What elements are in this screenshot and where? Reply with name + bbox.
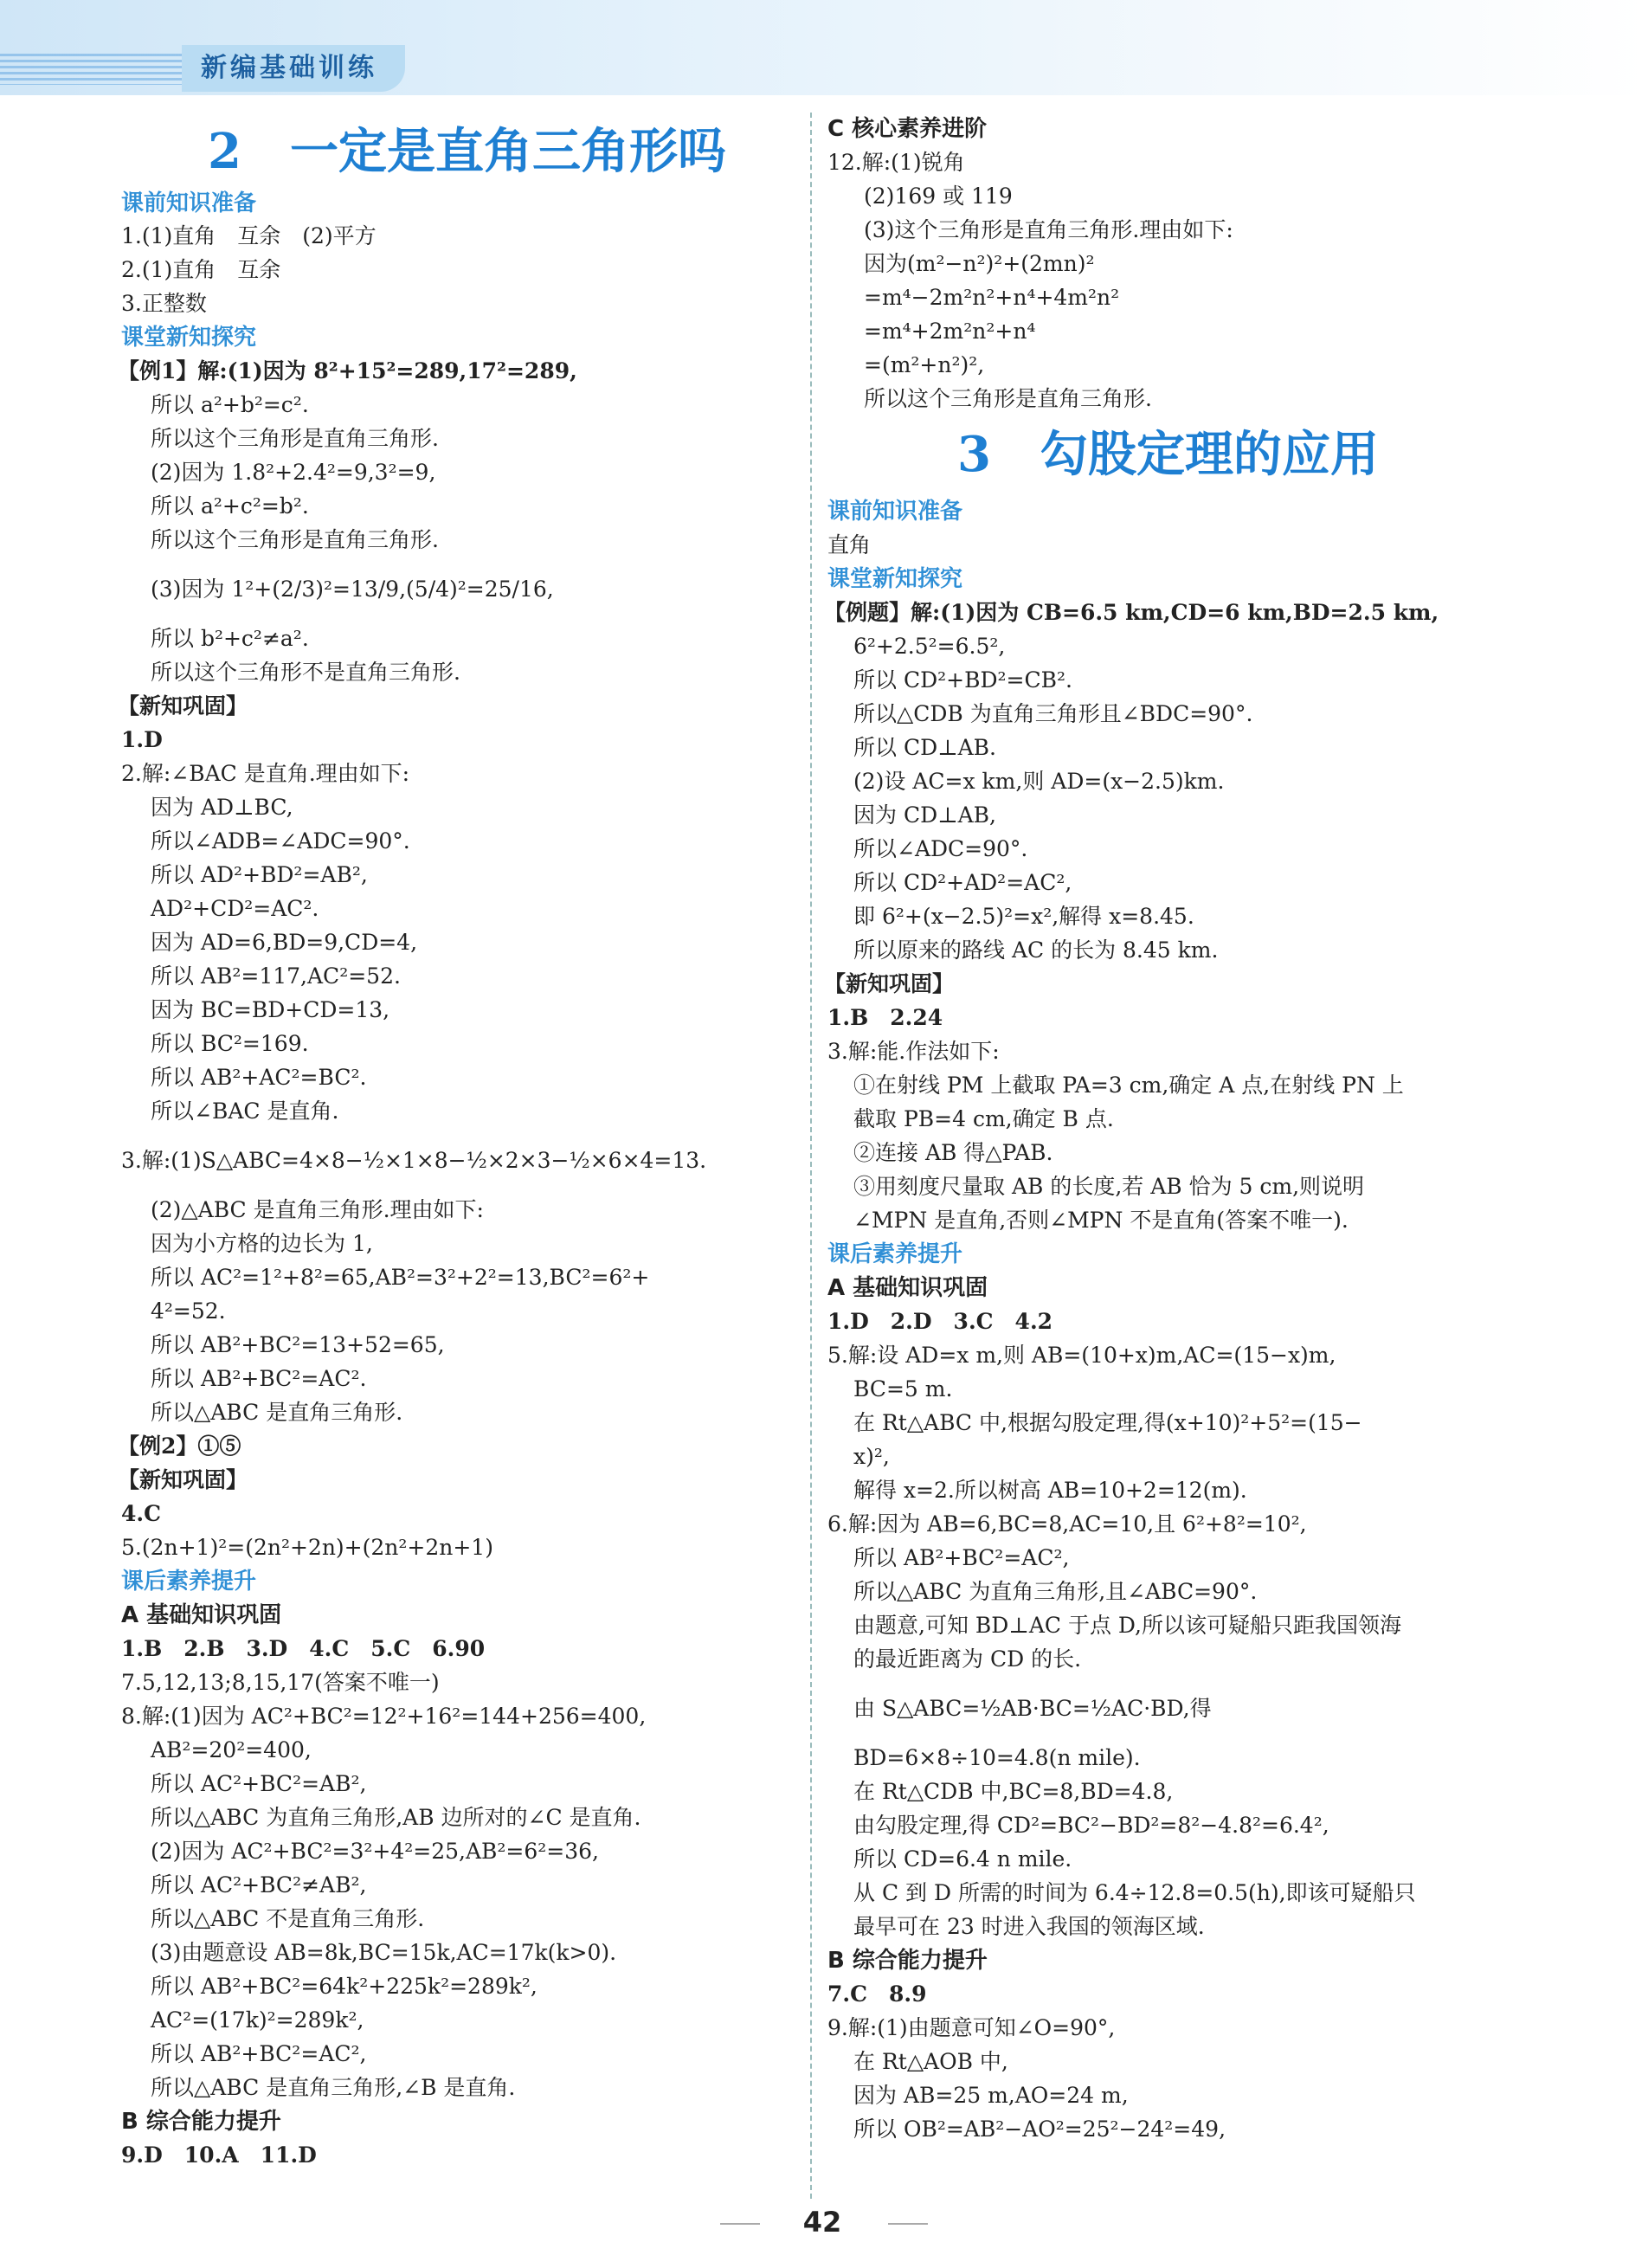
section-heading: 课堂新知探究 xyxy=(827,566,963,592)
answer-line: 解得 x=2.所以树高 AB=10+2=12(m). xyxy=(853,1478,1247,1503)
answer-line: 所以 AC²=1²+8²=65,AB²=3²+2²=13,BC²=6²+ xyxy=(151,1265,650,1290)
answer-line: 由勾股定理,得 CD²=BC²−BD²=8²−4.8²=6.4², xyxy=(853,1813,1329,1838)
answer-line: (3)因为 1²+(2/3)²=13/9,(5/4)²=25/16, xyxy=(151,577,554,602)
answer-line: 5.解:设 AD=x m,则 AB=(10+x)m,AC=(15−x)m, xyxy=(827,1343,1336,1368)
series-title: 新编基础训练 xyxy=(182,45,405,92)
answer-line: 7.C 8.9 xyxy=(827,1981,927,2007)
answer-line: 【例1】解:(1)因为 8²+15²=289,17²=289, xyxy=(118,358,577,383)
answer-line: 所以 AB²=117,AC²=52. xyxy=(151,963,401,989)
answer-line: 【新知巩固】 xyxy=(118,693,248,718)
answer-line: 所以 CD²+BD²=CB². xyxy=(853,667,1072,693)
answer-line: 所以 OB²=AB²−AO²=25²−24²=49, xyxy=(853,2117,1226,2142)
sub-heading: A 基础知识巩固 xyxy=(827,1275,988,1301)
answer-line: 所以 a²+b²=c². xyxy=(151,392,309,417)
answer-line: 由题意,可知 BD⊥AC 于点 D,所以该可疑船只距我国领海 xyxy=(853,1613,1401,1638)
answer-line: 从 C 到 D 所需的时间为 6.4÷12.8=0.5(h),即该可疑船只 xyxy=(853,1880,1416,1905)
header-stripes xyxy=(0,54,182,85)
answer-line: BC=5 m. xyxy=(853,1376,953,1401)
answer-line: (2)因为 1.8²+2.4²=9,3²=9, xyxy=(151,460,436,485)
section-title: 3 勾股定理的应用 xyxy=(957,426,1379,483)
section-heading: 课前知识准备 xyxy=(827,499,963,525)
answer-line: 2.解:∠BAC 是直角.理由如下: xyxy=(121,761,410,786)
answer-line: 3.解:(1)S△ABC=4×8−½×1×8−½×2×3−½×6×4=13. xyxy=(121,1148,707,1173)
answer-line: 所以 a²+c²=b². xyxy=(151,493,309,519)
section-heading: 课前知识准备 xyxy=(121,190,257,216)
answer-line: 7.5,12,13;8,15,17(答案不唯一) xyxy=(121,1670,440,1695)
answer-line: 因为 AB=25 m,AO=24 m, xyxy=(853,2083,1129,2108)
answer-line: 的最近距离为 CD 的长. xyxy=(853,1646,1082,1672)
answer-line: ∠MPN 是直角,否则∠MPN 不是直角(答案不唯一). xyxy=(853,1208,1349,1233)
sub-heading: B 综合能力提升 xyxy=(827,1948,988,1974)
answer-line: 所以 AB²+BC²=AC², xyxy=(151,2041,367,2066)
answer-line: 因为小方格的边长为 1, xyxy=(151,1231,373,1256)
sub-heading: A 基础知识巩固 xyxy=(121,1602,282,1628)
answer-line: AD²+CD²=AC². xyxy=(151,896,319,921)
answer-line: 4.C xyxy=(121,1501,161,1526)
answer-line: 所以这个三角形是直角三角形. xyxy=(151,527,439,552)
answer-line: 1.D 2.D 3.C 4.2 xyxy=(827,1309,1053,1334)
answer-line: (3)由题意设 AB=8k,BC=15k,AC=17k(k>0). xyxy=(151,1940,617,1965)
page-number: 42 xyxy=(802,2206,842,2239)
answer-line: x)², xyxy=(853,1444,890,1469)
answer-line: 9.D 10.A 11.D xyxy=(121,2142,317,2168)
answer-line: 直角 xyxy=(827,532,872,557)
answer-line: 所以 b²+c²≠a². xyxy=(151,626,309,651)
answer-line: 所以 AB²+BC²=AC². xyxy=(151,1366,367,1391)
answer-line: 3.解:能.作法如下: xyxy=(827,1039,1000,1064)
answer-line: 1.B 2.24 xyxy=(827,1005,943,1030)
answer-line: 由 S△ABC=½AB·BC=½AC·BD,得 xyxy=(853,1696,1212,1721)
answer-line: ②连接 AB 得△PAB. xyxy=(853,1140,1053,1165)
answer-line: 1.D xyxy=(121,727,163,752)
section-title: 2 一定是直角三角形吗 xyxy=(208,123,726,180)
answer-line: 2.(1)直角 互余 xyxy=(121,257,281,282)
answer-line: 所以 AB²+BC²=13+52=65, xyxy=(151,1332,445,1357)
answer-line: 截取 PB=4 cm,确定 B 点. xyxy=(853,1106,1114,1131)
answer-line: =m⁴+2m²n²+n⁴ xyxy=(864,319,1036,344)
answer-line: 所以△ABC 为直角三角形,且∠ABC=90°. xyxy=(853,1579,1258,1604)
answer-line: 【新知巩固】 xyxy=(118,1467,248,1492)
answer-line: (3)这个三角形是直角三角形.理由如下: xyxy=(864,217,1233,242)
answer-line: (2)因为 AC²+BC²=3²+4²=25,AB²=6²=36, xyxy=(151,1839,599,1864)
answer-line: 所以这个三角形不是直角三角形. xyxy=(151,660,460,685)
answer-line: =m⁴−2m²n²+n⁴+4m²n² xyxy=(864,285,1120,310)
answer-line: 所以这个三角形是直角三角形. xyxy=(151,426,439,451)
sub-heading: C 核心素养进阶 xyxy=(827,116,988,142)
answer-line: 在 Rt△CDB 中,BC=8,BD=4.8, xyxy=(853,1779,1174,1804)
answer-line: 所以 AD²+BD²=AB², xyxy=(151,862,368,887)
answer-line: (2)169 或 119 xyxy=(864,184,1013,209)
page-rule-right xyxy=(888,2223,928,2225)
answer-line: 因为 CD⊥AB, xyxy=(853,802,997,828)
section-heading: 课堂新知探究 xyxy=(121,325,257,351)
column-divider xyxy=(810,113,812,2199)
answer-line: 6.解:因为 AB=6,BC=8,AC=10,且 6²+8²=10², xyxy=(827,1511,1307,1537)
answer-line: ①在射线 PM 上截取 PA=3 cm,确定 A 点,在射线 PN 上 xyxy=(853,1073,1404,1098)
answer-line: 12.解:(1)锐角 xyxy=(827,150,965,175)
answer-line: 4²=52. xyxy=(151,1298,226,1324)
answer-line: 所以△CDB 为直角三角形且∠BDC=90°. xyxy=(853,701,1253,726)
answer-line: 所以原来的路线 AC 的长为 8.45 km. xyxy=(853,937,1219,963)
answer-line: =(m²+n²)², xyxy=(864,352,985,377)
answer-line: 因为 BC=BD+CD=13, xyxy=(151,997,390,1022)
answer-line: 所以 AC²+BC²=AB², xyxy=(151,1771,367,1796)
answer-line: 在 Rt△AOB 中, xyxy=(853,2049,1008,2074)
answer-line: 所以 CD=6.4 n mile. xyxy=(853,1846,1072,1872)
answer-line: 所以 CD⊥AB. xyxy=(853,735,997,760)
answer-line: 所以△ABC 是直角三角形,∠B 是直角. xyxy=(151,2075,516,2100)
answer-line: 所以∠BAC 是直角. xyxy=(151,1099,339,1124)
answer-line: AC²=(17k)²=289k², xyxy=(151,2007,364,2033)
answer-line: (2)设 AC=x km,则 AD=(x−2.5)km. xyxy=(853,769,1225,794)
answer-line: 1.B 2.B 3.D 4.C 5.C 6.90 xyxy=(121,1636,486,1661)
answer-line: 所以∠ADB=∠ADC=90°. xyxy=(151,828,410,854)
page-rule-left xyxy=(720,2223,760,2225)
answer-line: BD=6×8÷10=4.8(n mile). xyxy=(853,1745,1141,1770)
answer-line: 1.(1)直角 互余 (2)平方 xyxy=(121,223,377,248)
answer-line: AB²=20²=400, xyxy=(151,1737,312,1762)
section-heading: 课后素养提升 xyxy=(827,1241,963,1267)
answer-line: 9.解:(1)由题意可知∠O=90°, xyxy=(827,2015,1116,2040)
answer-line: 所以∠ADC=90°. xyxy=(853,836,1028,861)
answer-line: (2)△ABC 是直角三角形.理由如下: xyxy=(151,1197,484,1222)
answer-line: 【新知巩固】 xyxy=(824,971,955,996)
answer-line: 因为(m²−n²)²+(2mn)² xyxy=(864,251,1095,276)
answer-line: 所以 AB²+AC²=BC². xyxy=(151,1065,367,1090)
answer-line: 所以 AB²+BC²=64k²+225k²=289k², xyxy=(151,1974,538,1999)
answer-line: 所以△ABC 是直角三角形. xyxy=(151,1400,403,1425)
answer-line: 所以 AC²+BC²≠AB², xyxy=(151,1872,367,1898)
answer-line: 所以△ABC 为直角三角形,AB 边所对的∠C 是直角. xyxy=(151,1805,641,1830)
answer-line: 因为 AD=6,BD=9,CD=4, xyxy=(151,930,418,955)
answer-line: 所以 BC²=169. xyxy=(151,1031,309,1056)
answer-line: 5.(2n+1)²=(2n²+2n)+(2n²+2n+1) xyxy=(121,1535,493,1560)
section-heading: 课后素养提升 xyxy=(121,1569,257,1595)
answer-line: 所以 CD²+AD²=AC², xyxy=(853,870,1072,895)
sub-heading: B 综合能力提升 xyxy=(121,2109,281,2135)
answer-line: 所以 AB²+BC²=AC², xyxy=(853,1545,1070,1570)
answer-line: 3.正整数 xyxy=(121,291,207,316)
answer-line: 【例2】①⑤ xyxy=(118,1434,241,1459)
answer-line: 即 6²+(x−2.5)²=x²,解得 x=8.45. xyxy=(853,904,1194,929)
answer-line: 最早可在 23 时进入我国的领海区域. xyxy=(853,1914,1205,1939)
answer-line: ③用刻度尺量取 AB 的长度,若 AB 恰为 5 cm,则说明 xyxy=(853,1174,1365,1199)
answer-line: 所以△ABC 不是直角三角形. xyxy=(151,1906,425,1931)
answer-line: 【例题】解:(1)因为 CB=6.5 km,CD=6 km,BD=2.5 km, xyxy=(824,600,1439,625)
answer-line: 8.解:(1)因为 AC²+BC²=12²+16²=144+256=400, xyxy=(121,1704,647,1729)
answer-line: 6²+2.5²=6.5², xyxy=(853,634,1006,659)
answer-line: 因为 AD⊥BC, xyxy=(151,795,293,820)
answer-line: 所以这个三角形是直角三角形. xyxy=(864,386,1152,411)
answer-line: 在 Rt△ABC 中,根据勾股定理,得(x+10)²+5²=(15− xyxy=(853,1410,1362,1435)
